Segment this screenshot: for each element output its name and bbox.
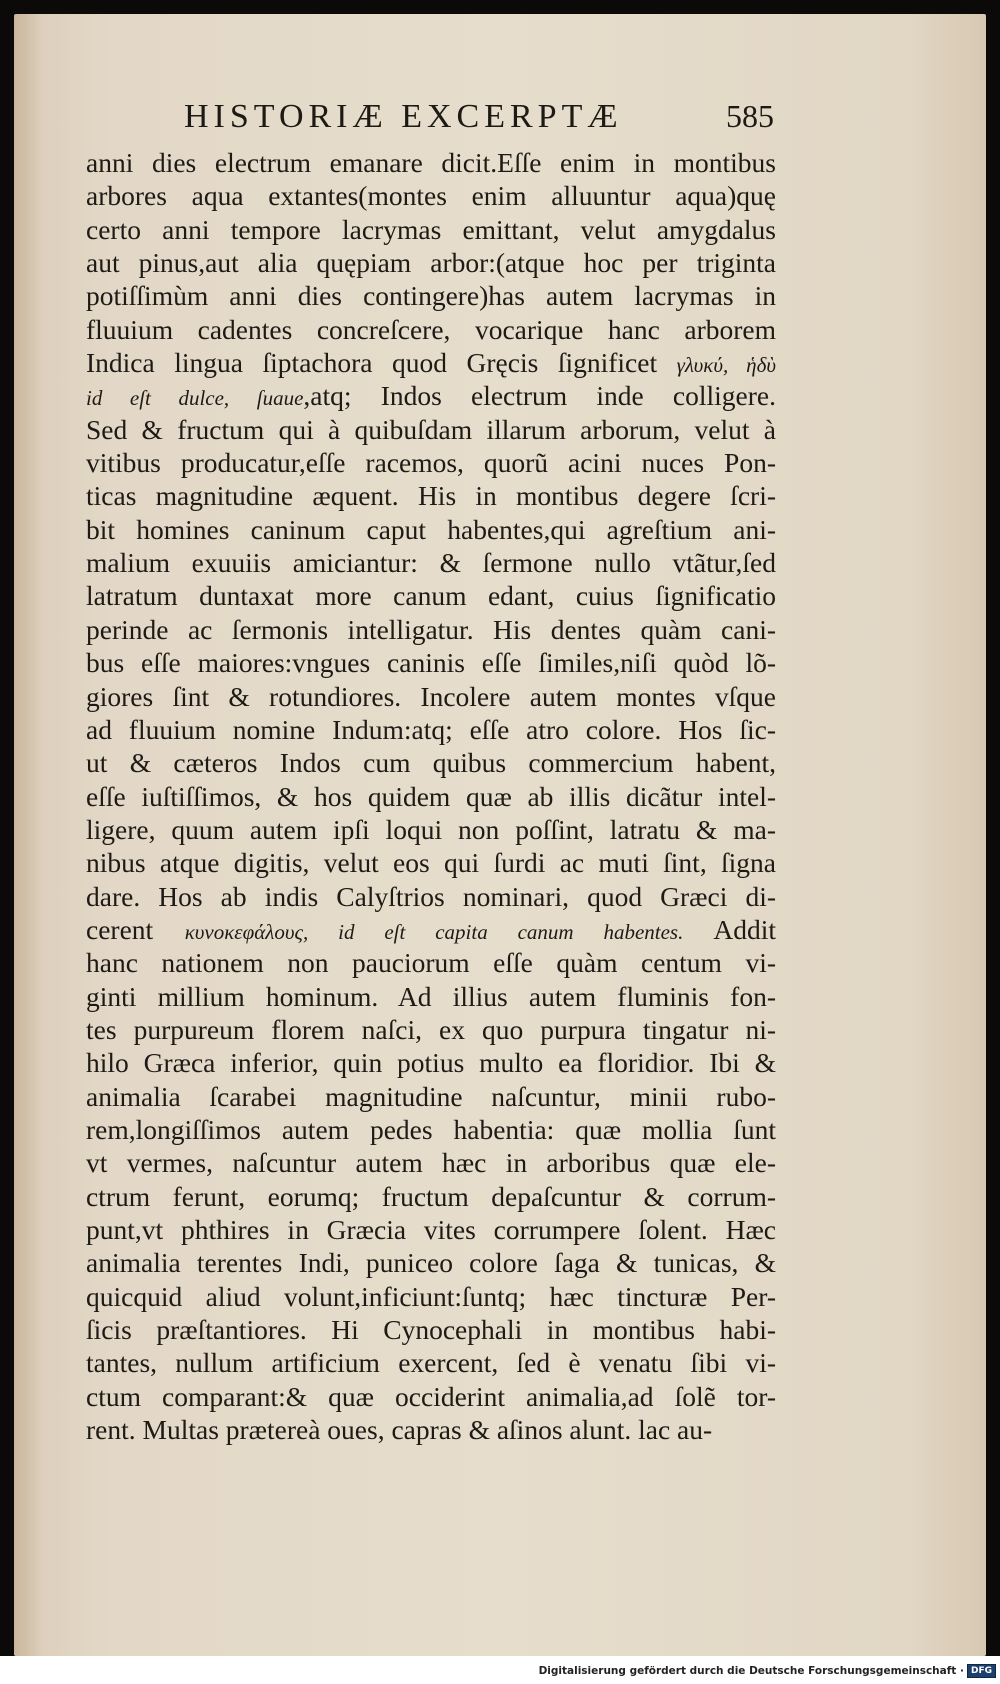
dfg-logo-icon: DFG (967, 1664, 996, 1678)
text-line (86, 880, 776, 913)
text-segment: ,atq; Indos electrum inde colligere. (303, 380, 776, 412)
text-line (86, 1413, 776, 1446)
text-segment: giores ſint & rotundiores. Incolere autem montes vſque (86, 680, 776, 712)
text-segment: perinde ac ſermonis intelligatur. His dentes quàm cani- (86, 613, 776, 645)
text-line (86, 313, 776, 346)
text-segment: Sed & fructum qui à quibuſdam illarum arborum, velut à (86, 413, 776, 445)
text-line (86, 1213, 776, 1246)
text-segment: Addit (683, 913, 776, 945)
text-segment: ticas magnitudine æquent. His in montibus degere ſcri- (86, 480, 776, 512)
text-segment: eſſe iuſtiſſimos, & hos quidem quæ ab illis dicãtur intel- (86, 780, 776, 812)
text-line (86, 946, 776, 979)
text-segment: quicquid aliud volunt,inficiunt:ſuntq; hæc tincturæ Per- (86, 1280, 776, 1312)
text-line (86, 1380, 776, 1413)
text-line (86, 1280, 776, 1313)
text-line (86, 1113, 776, 1146)
text-segment: malium exuuiis amiciantur: & ſermone nullo vtãtur,ſed (86, 547, 776, 579)
text-segment: vt vermes, naſcuntur autem hæc in arboribus quæ ele- (86, 1147, 776, 1179)
running-title: HISTORIÆ EXCERPTÆ (184, 98, 623, 135)
text-line (86, 646, 776, 679)
text-segment: Indica lingua ſiptachora quod Gręcis ſignificet (86, 347, 677, 379)
text-segment: cerent (86, 913, 185, 945)
italic-segment: γλυκύ, ἡδὺ (676, 353, 777, 378)
text-line (86, 913, 776, 946)
text-line (86, 680, 776, 713)
text-segment: nibus atque digitis, velut eos qui ſurdi ac muti ſint, ſigna (86, 847, 776, 879)
text-line (86, 813, 776, 846)
text-line (86, 413, 776, 446)
credit-text: Digitalisierung gefördert durch die Deutsche Forschungsgemeinschaft · (538, 1665, 964, 1677)
text-line (86, 546, 776, 579)
text-segment: punt,vt phthires in Græcia vites corrumpere ſolent. Hæc (86, 1214, 776, 1245)
text-segment: rem,longiſſimos autem pedes habentia: quæ mollia ſunt (86, 1113, 776, 1145)
text-segment: fluuium cadentes concreſcere, vocarique hanc arborem (86, 313, 776, 345)
text-line (86, 479, 776, 512)
text-line (86, 1346, 776, 1379)
text-line (86, 446, 776, 479)
text-segment: bus eſſe maiores:vngues caninis eſſe ſimiles,niſi quòd lõ- (86, 647, 776, 679)
text-segment: hanc nationem non pauciorum eſſe quàm centum vi- (86, 947, 776, 979)
text-segment: tantes, nullum artificium exercent, ſed è venatu ſibi vi- (86, 1347, 776, 1379)
text-line (86, 179, 776, 212)
text-segment: certo anni tempore lacrymas emittant, velut amygdalus (86, 213, 776, 245)
text-segment: bit homines caninum caput habentes,qui agreſtium ani- (86, 513, 776, 545)
text-line (86, 146, 776, 179)
text-line (86, 613, 776, 646)
text-segment: arbores aqua extantes(montes enim alluuntur aqua)quę (86, 180, 776, 212)
text-segment: ctum comparant:& quæ occiderint animalia,ad ſolẽ tor- (86, 1380, 776, 1412)
text-segment: ginti millium hominum. Ad illius autem fluminis fon- (86, 980, 776, 1012)
text-line (86, 1246, 776, 1279)
text-line (86, 846, 776, 879)
text-line (86, 279, 776, 312)
text-segment: vitibus producatur,eſſe racemos, quorũ acini nuces Pon- (86, 447, 776, 479)
text-line (86, 1313, 776, 1346)
text-line (86, 1180, 776, 1213)
text-line (86, 746, 776, 779)
text-segment: ad fluuium nomine Indum:atq; eſſe atro colore. Hos ſic- (86, 713, 776, 745)
text-segment: ctrum ferunt, eorumq; fructum depaſcuntur & corrum- (86, 1180, 776, 1212)
text-line (86, 579, 776, 612)
text-line (86, 1046, 776, 1079)
page-number: 585 (726, 98, 774, 134)
text-line (86, 1013, 776, 1046)
text-line (86, 346, 776, 379)
text-segment: dare. Hos ab indis Calyſtrios nominari, quod Græci di- (86, 880, 776, 912)
text-segment: ut & cæteros Indos cum quibus commercium habent, (86, 747, 776, 779)
text-segment: ſicis præſtantiores. Hi Cynocephali in montibus habi- (86, 1314, 776, 1346)
text-line (86, 213, 776, 246)
text-segment: aut pinus,aut alia quępiam arbor:(atque hoc per triginta (86, 247, 776, 279)
text-line (86, 513, 776, 546)
text-segment: rent. Multas prætereà oues, capras & aſinos alunt. lac au- (86, 1414, 713, 1446)
text-segment: hilo Græca inferior, quin potius multo ea floridior. Ibi & (86, 1047, 776, 1079)
text-line (86, 246, 776, 279)
digitization-credit (539, 1664, 996, 1678)
text-segment: animalia terentes Indi, puniceo colore ſaga & tunicas, & (86, 1247, 776, 1279)
text-line (86, 379, 776, 412)
book-page (14, 14, 986, 1656)
body-text (86, 146, 776, 1446)
text-segment: potiſſimùm anni dies contingere)has autem lacrymas in (86, 280, 776, 312)
text-segment: animalia ſcarabei magnitudine naſcuntur, minii rubo- (86, 1080, 776, 1112)
text-line (86, 1146, 776, 1179)
text-segment: anni dies electrum emanare dicit.Eſſe enim in montibus (86, 147, 776, 178)
text-segment: ligere, quum autem ipſi loqui non poſſint, latratu & ma- (86, 813, 776, 845)
text-segment: latratum duntaxat more canum edant, cuius ſignificatio (86, 580, 776, 612)
text-line (86, 980, 776, 1013)
text-line (86, 713, 776, 746)
italic-segment: κυνοκεφάλους, id eſt capita canum habentes. (184, 919, 684, 944)
text-segment: tes purpureum florem naſci, ex quo purpura tingatur ni- (86, 1013, 776, 1045)
italic-segment: id eſt dulce, ſuaue (86, 386, 304, 411)
text-line (86, 780, 776, 813)
text-line (86, 1080, 776, 1113)
